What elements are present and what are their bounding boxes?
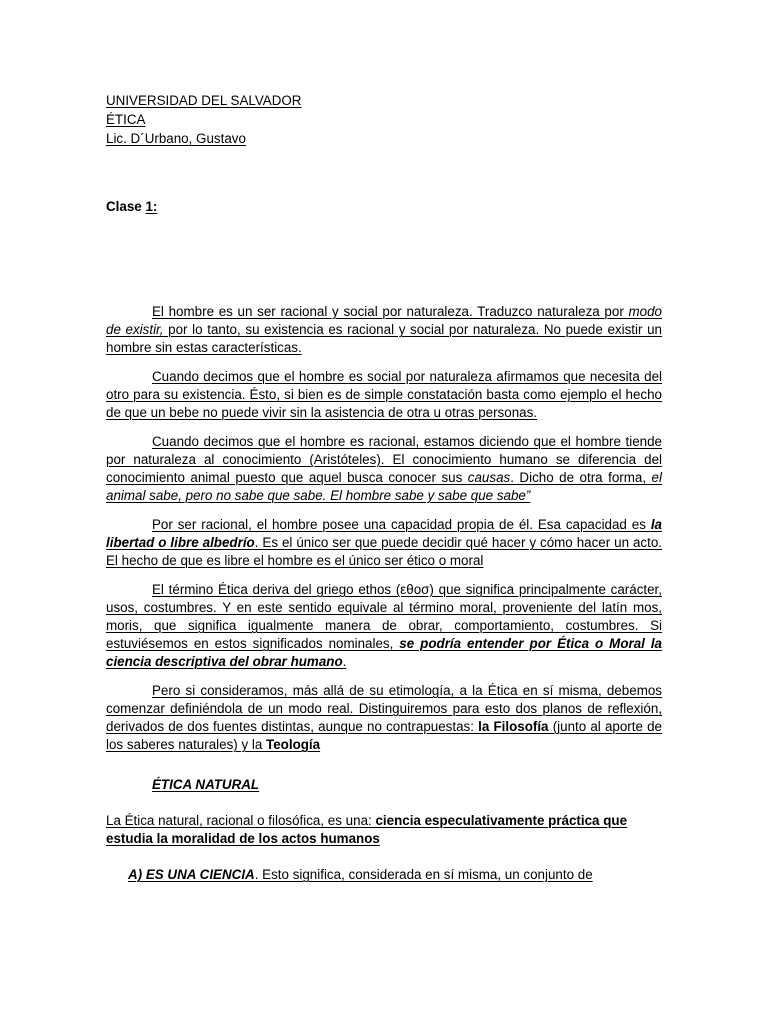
document-body	[106, 303, 662, 884]
p6-text-d: Teología	[266, 737, 321, 752]
p6-text-a: Pero si consideramos, más allá de su etimología, a la Ética en sí misma, debemos comenzar definiéndola de un modo real. Distinguiremos para esto dos planos de reflexión, derivados de dos fuentes distintas, aunque no contrapuestas:	[106, 683, 662, 734]
p1-text-a: El hombre es un ser racional y social por naturaleza. Traduzco naturaleza por	[152, 304, 629, 319]
p3-text-b: causas	[467, 470, 511, 485]
item-a-label: A) ES UNA CIENCIA	[128, 867, 255, 882]
p5-text-c: .	[342, 654, 347, 669]
p6-text-c: (junto al aporte de los saberes naturales) y la	[106, 719, 662, 752]
class-number: 1:	[145, 199, 158, 214]
list-item-a	[106, 866, 662, 884]
class-title	[106, 198, 157, 216]
p1-text-c: por lo tanto, su existencia es racional y social por naturaleza. No puede existir un hombre sin estas características.	[106, 322, 662, 355]
definition-paragraph	[106, 812, 662, 848]
class-label: Clase	[106, 199, 142, 214]
p3-text-a: Cuando decimos que el hombre es racional, estamos diciendo que el hombre tiende por naturaleza al conocimiento (Aristóteles). El conocimiento humano se diferencia del conocimiento animal puesto que aquel busca conocer sus	[106, 434, 662, 485]
definition-text-a: La Ética natural, racional o filosófica, es una:	[106, 813, 376, 828]
p4-text-a: Por ser racional, el hombre posee una capacidad propia de él. Esa capacidad es	[152, 517, 651, 532]
p5-text-b: se podría entender por Ética o Moral la ciencia descriptiva del obrar humano	[106, 636, 663, 669]
professor-name: Lic. D´Urbano, Gustavo	[106, 131, 246, 146]
paragraph-3	[106, 433, 662, 505]
p3-text-d: el animal sabe, pero no sabe que sabe. El hombre sabe y sabe que sabe”	[106, 470, 662, 503]
p2-text-a: Cuando decimos que el hombre es social por naturaleza afirmamos que necesita del otro para su existencia. Ésto, si bien es de simple constatación basta como ejemplo el hecho de que un bebe no puede vivir sin la asistencia de otra u otras personas.	[106, 369, 662, 420]
paragraph-6	[106, 682, 662, 754]
university-name: UNIVERSIDAD DEL SALVADOR	[106, 93, 302, 108]
p6-text-b: la Filosofía	[478, 719, 549, 734]
p4-text-b: la libertad o libre albedrío	[106, 517, 662, 550]
paragraph-2	[106, 368, 662, 422]
p5-text-a: El término Ética deriva del griego ethos (εθοσ) que significa principalmente carácter, usos, costumbres. Y en este sentido equivale al término moral, proveniente del latín mos, moris, que significa igualmente manera de obrar, comportamiento, costumbres. Si estuviésemos en estos significados nominales,	[106, 582, 662, 651]
item-a-text: . Esto significa, considerada en sí misma, un conjunto de	[254, 867, 593, 882]
p4-text-c: . Es el único ser que puede decidir qué hacer y cómo hacer un acto. El hecho de que es libre el hombre es el único ser ético o moral	[106, 535, 662, 568]
document-header	[106, 92, 301, 149]
section-heading: ÉTICA NATURAL	[152, 777, 260, 792]
paragraph-5	[106, 581, 662, 671]
paragraph-1	[106, 303, 662, 357]
p1-text-b: modo de existir,	[106, 304, 662, 337]
p3-text-c: . Dicho de otra forma,	[510, 470, 652, 485]
definition-text-b: ciencia especulativamente práctica que estudia la moralidad de los actos humanos	[106, 813, 628, 846]
paragraph-4	[106, 516, 662, 570]
subject-name: ÉTICA	[106, 112, 146, 127]
